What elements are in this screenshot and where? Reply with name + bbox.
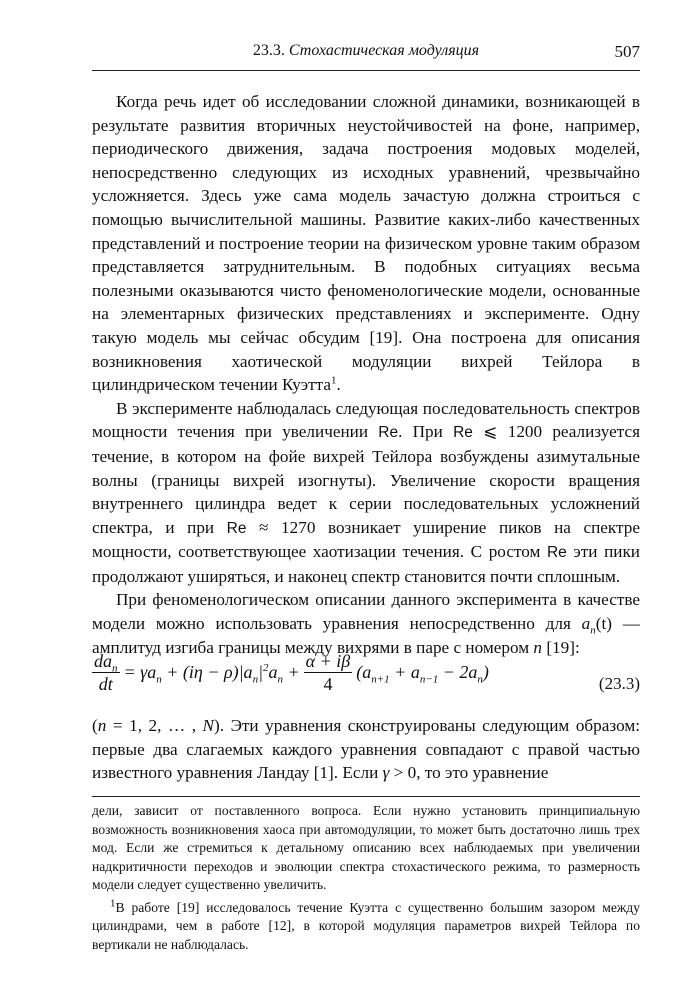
footnote-1-text: В работе [19] исследовалось течение Куэтта с существенно большим зазором между цилиндрами, чем в работе [12], в которой модуляция параметров вихрей Тейлора по вертикали не наблюдалась.: [92, 899, 640, 952]
equation-number: (23.3): [598, 674, 640, 693]
eq-rhs-4-end: − 2a: [438, 662, 478, 682]
p3-text-a: При феноменологическом описании данного эксперимента в качестве модели можно использовать уравнения непосредственно для: [92, 590, 640, 634]
derivative-fraction: [92, 650, 120, 695]
eq-lhs-sub: n: [112, 662, 118, 675]
section-number: 23.3.: [252, 42, 285, 59]
eq-lhs-num: da: [94, 651, 112, 671]
eq-lhs-den: dt: [98, 674, 113, 694]
p2-text-a: В эксперименте наблюдалась следующая последовательность спектров мощности течения при увеличении: [92, 398, 640, 442]
paragraph-1-end: .: [336, 375, 341, 395]
p2-text-b: . При: [398, 422, 454, 442]
p4-text-c: ). Эти уравнения сконструированы следующим образом: первые два слагаемых каждого уравнения совпадают с правой частью известного уравнения Ландау [1]. Если: [92, 716, 640, 783]
p4-text-b: = 1, 2, … ,: [106, 716, 203, 735]
reynolds-symbol: Re: [226, 519, 247, 537]
eq-rhs-1: = γa: [123, 662, 157, 682]
p2-text-c: ⩽ 1200 реализуется течение, в котором на фойе вихрей Тейлора возбуждены азимутальные волны (границы вихрей изогнуты). Увеличение скорости вращения внутреннего цилиндра ведет к серии последовательных усложнений спектра, и при: [92, 422, 640, 537]
p2-text-d: ≈ 1270 возникает уширение пиков на спектре мощности, соответствующее хаотизации течения. С ростом: [92, 517, 640, 562]
reynolds-symbol: Re: [378, 424, 399, 442]
footnote-1-marker: 1: [110, 896, 116, 909]
eq-sub: n: [156, 673, 162, 686]
section-title: Стохастическая модуляция: [288, 42, 480, 59]
p2-text-e: эти пики продолжают уширяться, и наконец спектр становится почти сплошным.: [92, 542, 641, 586]
p3-text-c: [19]:: [542, 637, 580, 657]
eq-sub: n−1: [419, 673, 439, 686]
footnote-marker: 1: [331, 374, 337, 387]
eq-sup: 2: [263, 662, 269, 674]
footnote-continuation: дели, зависит от поставленного вопроса. Если нужно установить принципиальную возможность возникновения хаоса при автомодуляции, то может быть достаточно лишь трех мод. Если же стремиться к детальному описанию всех наблюдаемых при увеличении надкритичности переходов и эволюции спектра стохастического режима, то размерность модели следует существенно увеличить.: [92, 803, 640, 892]
eq-close: ): [482, 662, 489, 682]
footnote-rule: [92, 796, 640, 797]
eq-rhs-4: (a: [356, 662, 372, 682]
page-number: 507: [614, 42, 640, 61]
equation-23-3: [92, 650, 640, 710]
main-text: [92, 90, 640, 659]
paragraph-1-text: Когда речь идет об исследовании сложной динамики, возникающей в результате развития вторичных неустойчивостей на фоне, например, периодического движения, задача построения модовых моделей, непосредственно следующих из исходных уравнений, чрезвычайно усложняется. Здесь уже сама модель зачастую должна строиться с помощью вычислительной машины. Развитие каких-либо качественных представлений и построение теории на физическом уровне таким образом представляется затруднительным. В подобных ситуациях весьма полезными оказываются чисто феноменологические модели, основанные на элементарных физических представлениях и эксперименте. Одну такую модель мы сейчас обсудим [19]. Она построена для описания возникновения хаотической модуляции вихрей Тейлора в цилиндрическом течении Куэтта: [92, 92, 640, 395]
reynolds-symbol: Re: [453, 424, 473, 442]
eq-sub: n: [277, 673, 284, 686]
eq-rhs-3: a: [268, 662, 278, 682]
math-n: n: [97, 716, 107, 735]
paragraph-2: [92, 397, 640, 589]
math-t: (t): [595, 614, 612, 634]
coupling-fraction: [304, 650, 353, 695]
footnote-1: [92, 896, 640, 955]
eq-rhs-2: + (iη − ρ)|a: [161, 662, 253, 682]
eq-sub: n: [252, 673, 259, 686]
equation-formula: [92, 650, 489, 695]
math-n: n: [533, 637, 543, 657]
eq-frac-num: α + iβ: [305, 651, 351, 671]
section-heading: [92, 42, 640, 60]
eq-sub: n: [477, 673, 483, 686]
eq-rhs-4-mid: + a: [389, 662, 420, 682]
paragraph-4: [92, 714, 640, 785]
math-gamma: γ: [382, 763, 390, 783]
eq-abs-close: |: [258, 662, 264, 682]
p4-text-a: (: [92, 716, 98, 735]
p3-text-b: — амплитуд изгиба границы между вихрями в паре с номером: [92, 614, 640, 657]
p4-text-d: > 0, то это уравнение: [389, 763, 549, 783]
math-sub-n: n: [590, 624, 596, 637]
reynolds-symbol: Re: [546, 544, 567, 562]
eq-sub: n+1: [371, 673, 390, 686]
eq-plus: +: [283, 662, 300, 682]
paragraph-1: [92, 90, 640, 397]
math-N: N: [202, 716, 215, 735]
paragraph-3: [92, 588, 640, 659]
math-a: a: [581, 614, 591, 634]
main-text-continued: [92, 714, 640, 785]
footnotes: [92, 802, 640, 954]
eq-frac-den: 4: [323, 674, 333, 694]
running-header: [92, 42, 640, 68]
header-rule: [92, 70, 640, 71]
